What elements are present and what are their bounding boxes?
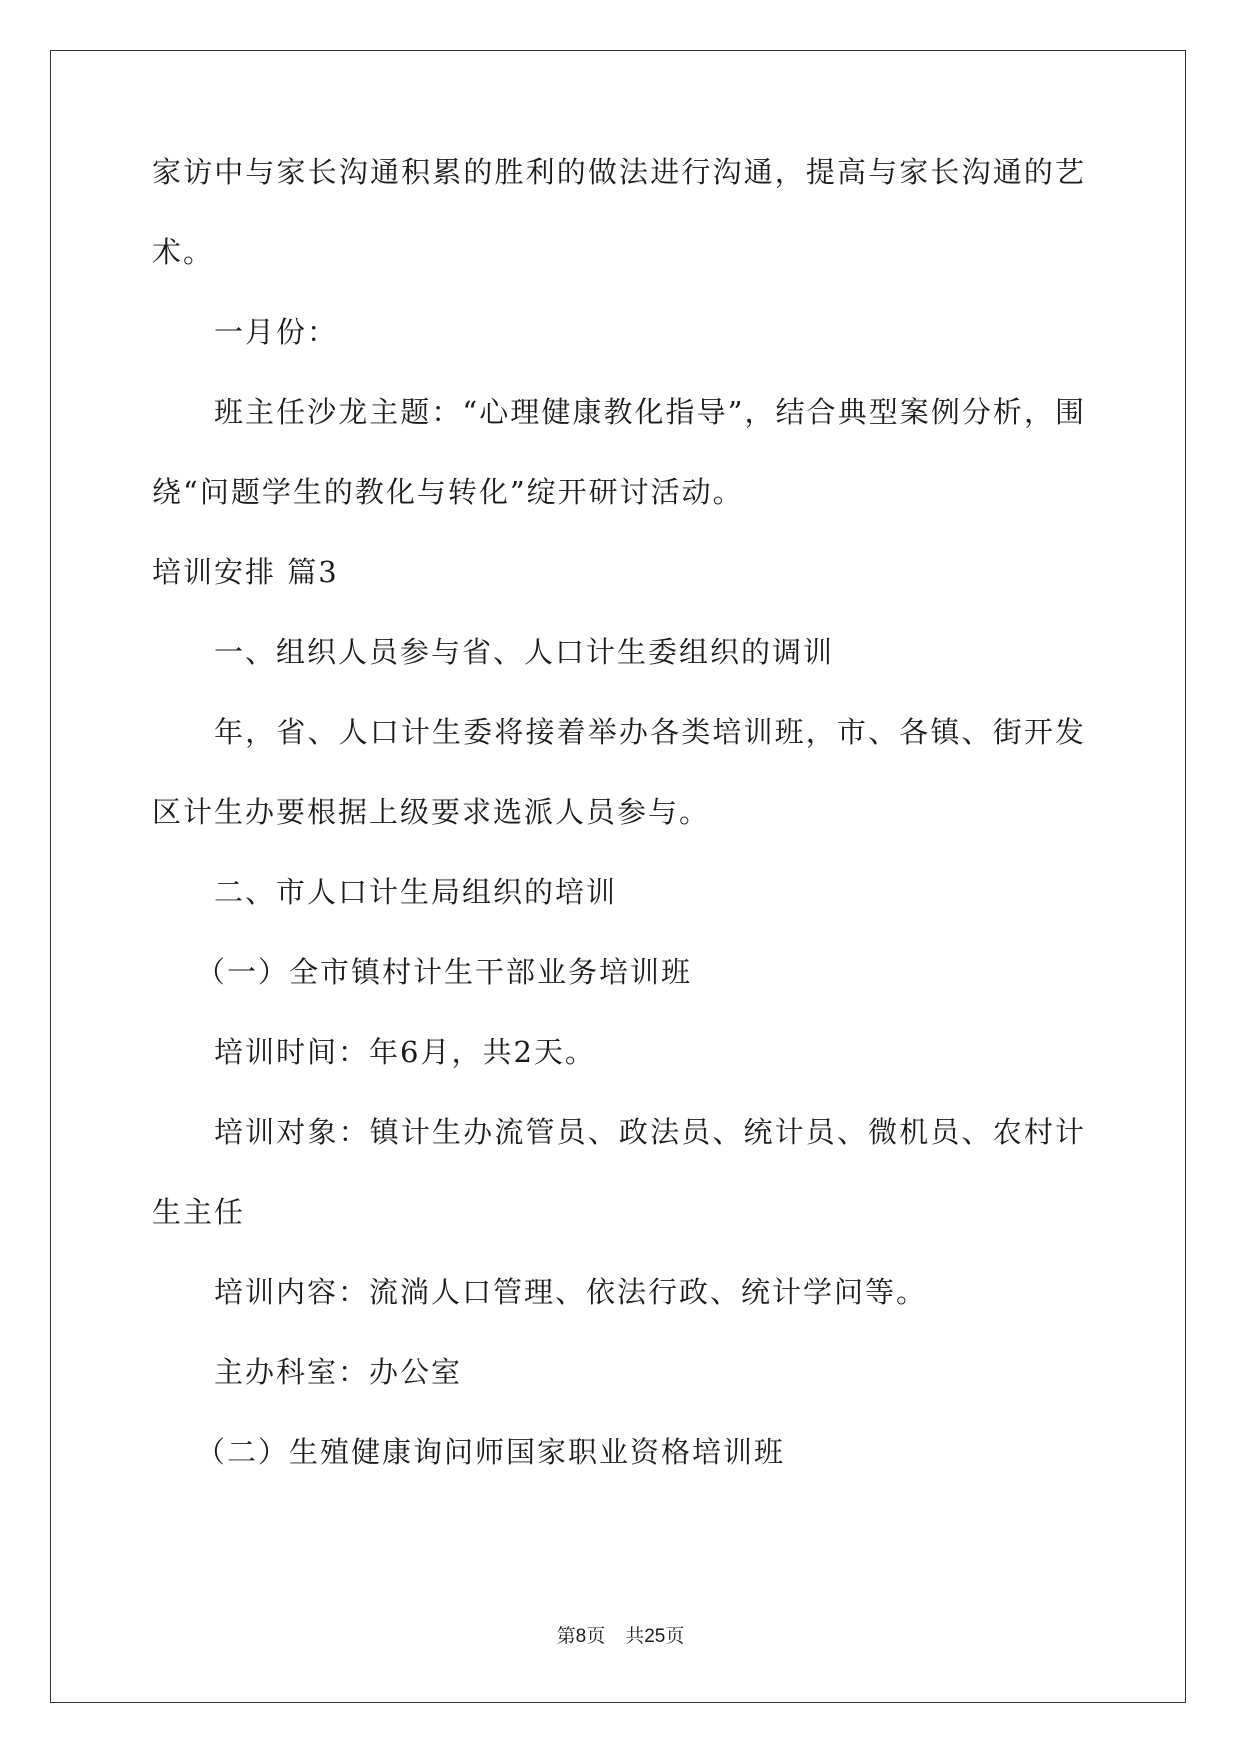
body-line-13: 培训对象：镇计生办流管员、政法员、统计员、微机员、农村计 (214, 1115, 1086, 1149)
body-line-2: 术。 (152, 235, 215, 269)
body-line-4: 班主任沙龙主题：“心理健康教化指导”，结合典型案例分析，围 (214, 395, 1086, 429)
body-line-14: 生主任 (152, 1195, 246, 1229)
page-total: 25 (644, 1626, 666, 1647)
page-current: 8 (575, 1626, 587, 1647)
body-line-3: 一月份： (214, 315, 339, 349)
body-line-17: （二）生殖健康询问师国家职业资格培训班 (196, 1435, 786, 1469)
body-line-5: 绕“问题学生的教化与转化”绽开研讨活动。 (152, 475, 744, 509)
page-prefix: 第 (556, 1625, 576, 1647)
body-line-7: 一、组织人员参与省、人口计生委组织的调训 (214, 635, 835, 669)
body-line-16: 主办科室：办公室 (214, 1355, 463, 1389)
body-line-10: 二、市人口计生局组织的培训 (214, 875, 618, 909)
page-mid: 页 (586, 1625, 606, 1647)
body-line-8: 年，省、人口计生委将接着举办各类培训班，市、各镇、街开发 (214, 715, 1086, 749)
page-footer (0, 1624, 1241, 1649)
body-line-12: 培训时间：年6月，共2天。 (214, 1035, 596, 1069)
body-line-15: 培训内容：流淌人口管理、依法行政、统计学问等。 (214, 1275, 928, 1309)
body-line-9: 区计生办要根据上级要求选派人员参与。 (152, 795, 711, 829)
body-line-11: （一）全市镇村计生干部业务培训班 (196, 955, 693, 989)
total-suffix: 页 (665, 1625, 685, 1647)
section-heading: 培训安排 篇3 (152, 555, 339, 589)
body-line-1: 家访中与家长沟通积累的胜利的做法进行沟通，提高与家长沟通的艺 (152, 155, 1086, 189)
total-prefix: 共 (625, 1625, 645, 1647)
